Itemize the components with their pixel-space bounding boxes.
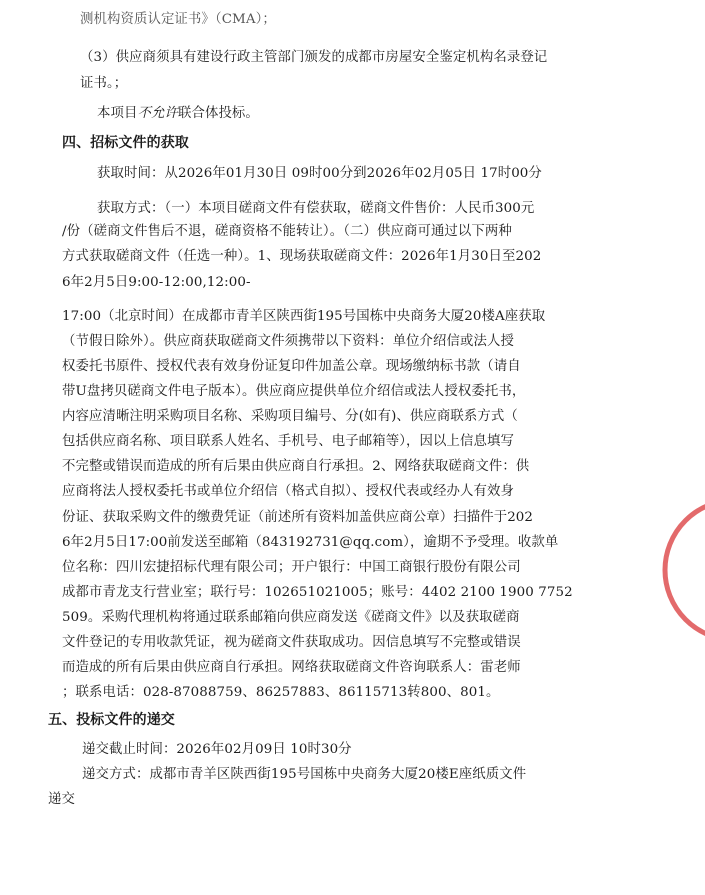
text-line: 证书。； <box>80 76 128 91</box>
text-line: 6年2月5日9:00-12:00,12:00- <box>62 275 251 290</box>
text-line: ；联系电话：028-87088759、86257883、86115713转800、801。 <box>62 685 500 700</box>
consortium-emphasis: 不允许 <box>137 106 178 121</box>
text-line: 获取方式：（一）本项目磋商文件有偿获取，磋商文件售价：人民币300元 <box>97 201 535 216</box>
text-line: 方式获取磋商文件（任选一种）。1、现场获取磋商文件：2026年1月30日至202 <box>62 249 542 264</box>
text-line: 包括供应商名称、项目联系人姓名、手机号、电子邮箱等），因以上信息填写 <box>62 434 514 449</box>
seal-ring <box>665 500 705 640</box>
consortium-line <box>97 104 259 124</box>
text-line: （节假日除外）。供应商获取磋商文件须携带以下资料：单位介绍信或法人授 <box>62 334 514 349</box>
text-line: 文件登记的专用收款凭证，视为磋商文件获取成功。因信息填写不完整或错误 <box>62 635 521 650</box>
text-line: 17:00（北京时间）在成都市青羊区陕西街195号国栋中央商务大厦20楼A座获取 <box>62 309 546 324</box>
section-heading-4: 四、招标文件的获取 <box>62 135 189 151</box>
text-line: 递交方式：成都市青羊区陕西街195号国栋中央商务大厦20楼E座纸质文件 <box>82 767 527 782</box>
text-line: 6年2月5日17:00前发送至邮箱（843192731@qq.com），逾期不予受理。收款单 <box>62 535 559 550</box>
text-line: （3）供应商须具有建设行政主管部门颁发的成都市房屋安全鉴定机构名录登记 <box>80 50 548 65</box>
text-line: 应商将法人授权委托书或单位介绍信（格式自拟）、授权代表或经办人有效身 <box>62 484 514 499</box>
text-line: 份证、获取采购文件的缴费凭证（前述所有资料加盖供应商公章）扫描件于202 <box>62 510 534 525</box>
text-line: 带U盘拷贝磋商文件电子版本）。供应商应提供单位介绍信或法人授权委托书， <box>62 384 526 399</box>
text-line: 509。采购代理机构将通过联系邮箱向供应商发送《磋商文件》以及获取磋商 <box>62 610 520 625</box>
consortium-prefix: 本项目 <box>97 106 138 121</box>
text-line: 不完整或错误而造成的所有后果由供应商自行承担。2、网络获取磋商文件：供 <box>62 459 530 474</box>
section-heading-5: 五、投标文件的递交 <box>48 712 175 728</box>
text-line: 位名称：四川宏捷招标代理有限公司；开户银行：中国工商银行股份有限公司 <box>62 560 521 575</box>
text-line: 权委托书原件、授权代表有效身份证复印件加盖公章。现场缴纳标书款（请自 <box>62 359 521 374</box>
text-line: 成都市青龙支行营业室；联行号：102651021005；账号：4402 2100 1900 7752 <box>62 585 573 600</box>
text-line: 测机构资质认定证书》（CMA）； <box>80 12 276 27</box>
text-line: 递交 <box>48 792 75 807</box>
text-line: 而造成的所有后果由供应商自行承担。网络获取磋商文件咨询联系人：雷老师 <box>62 660 521 675</box>
text-line: /份（磋商文件售后不退，磋商资格不能转让）。（二）供应商可通过以下两种 <box>62 224 512 239</box>
red-seal-stamp <box>655 470 705 670</box>
consortium-suffix: 联合体投标。 <box>177 106 259 121</box>
text-line: 内容应清晰注明采购项目名称、采购项目编号、分(如有)、供应商联系方式（ <box>62 409 518 424</box>
text-line: 获取时间：从2026年01月30日 09时00分到2026年02月05日 17时00分 <box>97 166 542 181</box>
text-line: 递交截止时间：2026年02月09日 10时30分 <box>82 742 352 757</box>
